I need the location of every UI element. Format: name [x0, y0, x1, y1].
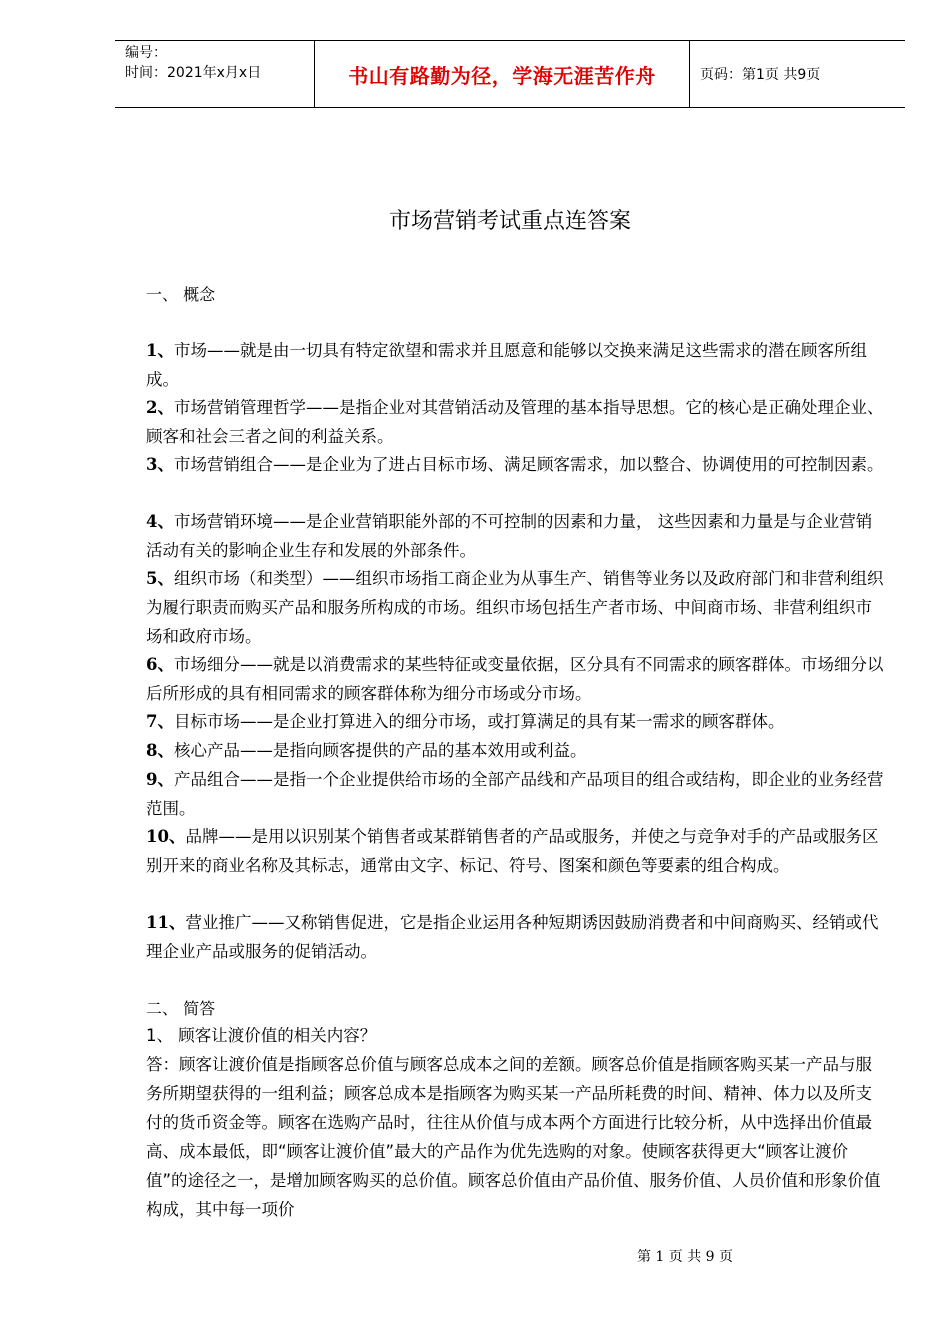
question-1: 1、 顾客让渡价值的相关内容？: [146, 1026, 377, 1045]
concept-item: [146, 336, 886, 394]
concept-text: 组织市场（和类型）——组织市场指工商企业为从事生产、销售等业务以及政府部门和非营利组织为履行职责而购买产品和服务所构成的市场。组织市场包括生产者市场、中间商市场、非营利组织市场和政府市场。: [146, 569, 884, 646]
header-page-info: 页码：第1页 共9页: [700, 67, 821, 83]
concept-text: 市场营销管理哲学——是指企业对其营销活动及管理的基本指导思想。它的核心是正确处理企业、顾客和社会三者之间的利益关系。: [146, 398, 884, 446]
header-meta: [115, 41, 315, 107]
concept-number: 2、: [146, 398, 174, 417]
section-heading-concepts: 一、 概念: [146, 285, 216, 304]
concept-text: 市场营销组合——是企业为了进占目标市场、满足顾客需求，加以整合、协调使用的可控制因素。: [173, 455, 884, 474]
concept-number: 11、: [146, 913, 186, 932]
document-title: 市场营销考试重点连答案: [388, 209, 631, 234]
concept-number: 8、: [146, 741, 174, 760]
concept-text: 品牌——是用以识别某个销售者或某群销售者的产品或服务，并使之与竞争对手的产品或服务区别开来的商业名称及其标志，通常由文字、标记、符号、图案和颜色等要素的组合构成。: [146, 827, 879, 875]
concept-text: 营业推广——又称销售促进，它是指企业运用各种短期诱因鼓励消费者和中间商购买、经销或代理企业产品或服务的促销活动。: [146, 913, 879, 961]
concept-number: 7、: [146, 712, 174, 731]
concept-text: 目标市场——是企业打算进入的细分市场，或打算满足的具有某一需求的顾客群体。: [173, 712, 785, 731]
page-footer: 第 1 页 共 9 页: [636, 1249, 734, 1265]
concept-item: [146, 507, 886, 565]
concept-item: [146, 450, 886, 479]
concept-item: [146, 393, 886, 451]
concept-text: 核心产品——是指向顾客提供的产品的基本效用或利益。: [173, 741, 587, 760]
concept-number: 3、: [146, 455, 174, 474]
page-header: [115, 40, 905, 108]
header-motto: 书山有路勤为径，学海无涯苦作舟: [315, 41, 690, 107]
concept-number: 9、: [146, 770, 174, 789]
concept-text: 市场营销环境——是企业营销职能外部的不可控制的因素和力量， 这些因素和力量是与企业营销活动有关的影响企业生存和发展的外部条件。: [146, 512, 873, 560]
concept-number: 10、: [146, 827, 186, 846]
serial-label: 编号：: [125, 45, 167, 61]
concept-item: [146, 707, 886, 736]
section-heading-short-answer: 二、 简答: [146, 999, 216, 1018]
answer-1: 答：顾客让渡价值是指顾客总价值与顾客总成本之间的差额。顾客总价值是指顾客购买某一产品与服务所期望获得的一组利益；顾客总成本是指顾客为购买某一产品所耗费的时间、精神、体力以及所支付的货币资金等。顾客在选购产品时，往往从价值与成本两个方面进行比较分析，从中选择出价值最高、成本最低，即“顾客让渡价值”最大的产品作为优先选购的对象。使顾客获得更大“顾客让渡价值”的途径之一，是增加顾客购买的总价值。顾客总价值由产品价值、服务价值、人员价值和形象价值构成，其中每一项价: [146, 1055, 881, 1219]
concept-text: 产品组合——是指一个企业提供给市场的全部产品线和产品项目的组合或结构，即企业的业务经营范围。: [146, 770, 884, 818]
concept-item: [146, 650, 886, 708]
concept-item: [146, 908, 886, 966]
concept-item: [146, 822, 886, 880]
concept-text: 市场细分——就是以消费需求的某些特征或变量依据，区分具有不同需求的顾客群体。市场细分以后所形成的具有相同需求的顾客群体称为细分市场或分市场。: [146, 655, 884, 703]
concept-item: [146, 736, 886, 765]
time-label: 时间：2021年x月x日: [125, 65, 262, 81]
concept-number: 5、: [146, 569, 174, 588]
concept-number: 1、: [146, 341, 174, 360]
concept-number: 6、: [146, 655, 174, 674]
concept-item: [146, 765, 886, 823]
concept-number: 4、: [146, 512, 174, 531]
concept-text: 市场——就是由一切具有特定欲望和需求并且愿意和能够以交换来满足这些需求的潜在顾客所组成。: [146, 341, 867, 389]
concept-item: [146, 564, 886, 651]
